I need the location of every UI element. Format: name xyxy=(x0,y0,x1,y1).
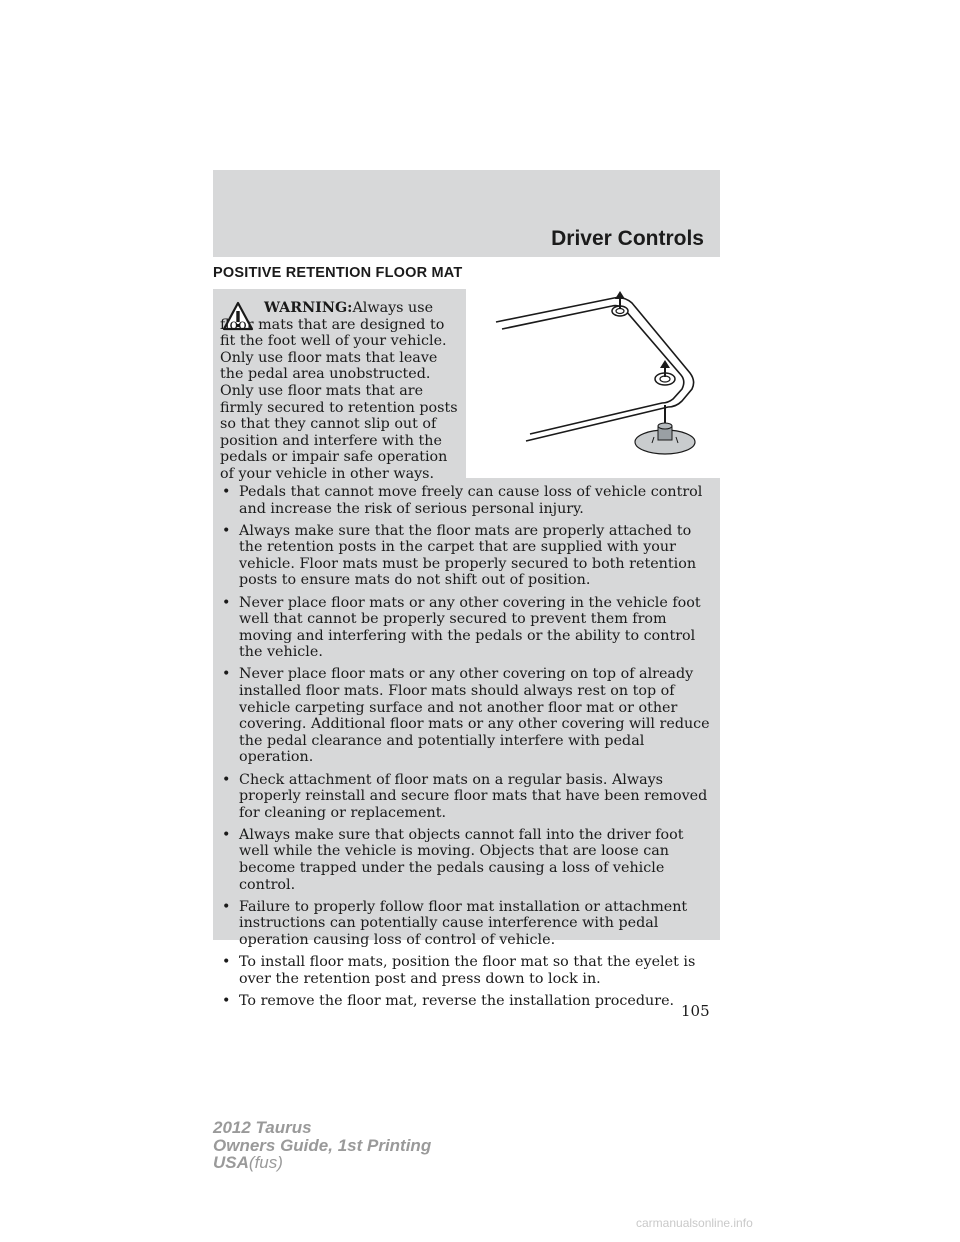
upper-eyelet xyxy=(612,291,628,316)
warning-label: WARNING: xyxy=(264,300,353,316)
bullet-item: • Always make sure that objects cannot fall into the driver foot well while the vehicle is moving. Objects that are loose can become trapped under the pedals causing a loss of vehicle control. xyxy=(222,827,714,893)
chapter-title: Driver Controls xyxy=(551,227,704,250)
footer-market: USA xyxy=(213,1153,249,1172)
bullet-list xyxy=(222,484,714,1015)
bullet-item: • Pedals that cannot move freely can cause loss of vehicle control and increase the risk of serious personal injury. xyxy=(222,484,714,517)
chapter-header xyxy=(213,170,720,257)
footer-line-edition: Owners Guide, 1st Printing xyxy=(213,1135,432,1155)
bullet-item: • Never place floor mats or any other covering on top of already installed floor mats. Floor mats should always rest on top of vehicle carpeting surface and not another floor mat or other covering. Additional floor mats or any other covering will reduce the pedal clearance and potentially interfere with pedal operation. xyxy=(222,666,714,766)
footer-line-model: 2012 Taurus xyxy=(213,1118,312,1137)
bullet-item: • To install floor mats, position the floor mat so that the eyelet is over the retention post and press down to lock in. xyxy=(222,954,714,987)
warning-body: Always use floor mats that are designed to fit the foot well of your vehicle. Only use floor mats that leave the pedal area unobstructed. Only use floor mats that are firmly secured to retention posts so that they cannot slip out of position and interfere with the pedals or impair safe operation of your vehicle in other ways. xyxy=(220,300,458,482)
bullet-item: • Failure to properly follow floor mat installation or attachment instructions can potentially cause interference with pedal operation causing loss of control of vehicle. xyxy=(222,899,714,949)
bullet-item: • Never place floor mats or any other covering in the vehicle foot well that cannot be properly secured to prevent them from moving and interfering with the pedals or the ability to control the vehicle. xyxy=(222,595,714,661)
bullet-item: • Check attachment of floor mats on a regular basis. Always properly reinstall and secure floor mats that have been removed for cleaning or replacement. xyxy=(222,772,714,822)
floor-mat-retention-diagram xyxy=(466,289,720,478)
bullet-item: • Always make sure that the floor mats are properly attached to the retention posts in the carpet that are supplied with your vehicle. Floor mats must be properly secured to both retention posts to ensure mats do not shift out of position. xyxy=(222,523,714,589)
warning-text xyxy=(220,300,463,483)
page-number: 105 xyxy=(681,1002,710,1020)
floor-mat-diagram-svg xyxy=(466,289,720,478)
section-heading: POSITIVE RETENTION FLOOR MAT xyxy=(213,265,463,281)
bullet-item: • To remove the floor mat, reverse the installation procedure. xyxy=(222,993,714,1010)
footer-print-info xyxy=(213,1119,431,1172)
footer-market-code: (fus) xyxy=(248,1153,283,1172)
footer-line-market xyxy=(213,1154,431,1172)
watermark-link[interactable]: carmanualsonline.info xyxy=(636,1216,753,1230)
